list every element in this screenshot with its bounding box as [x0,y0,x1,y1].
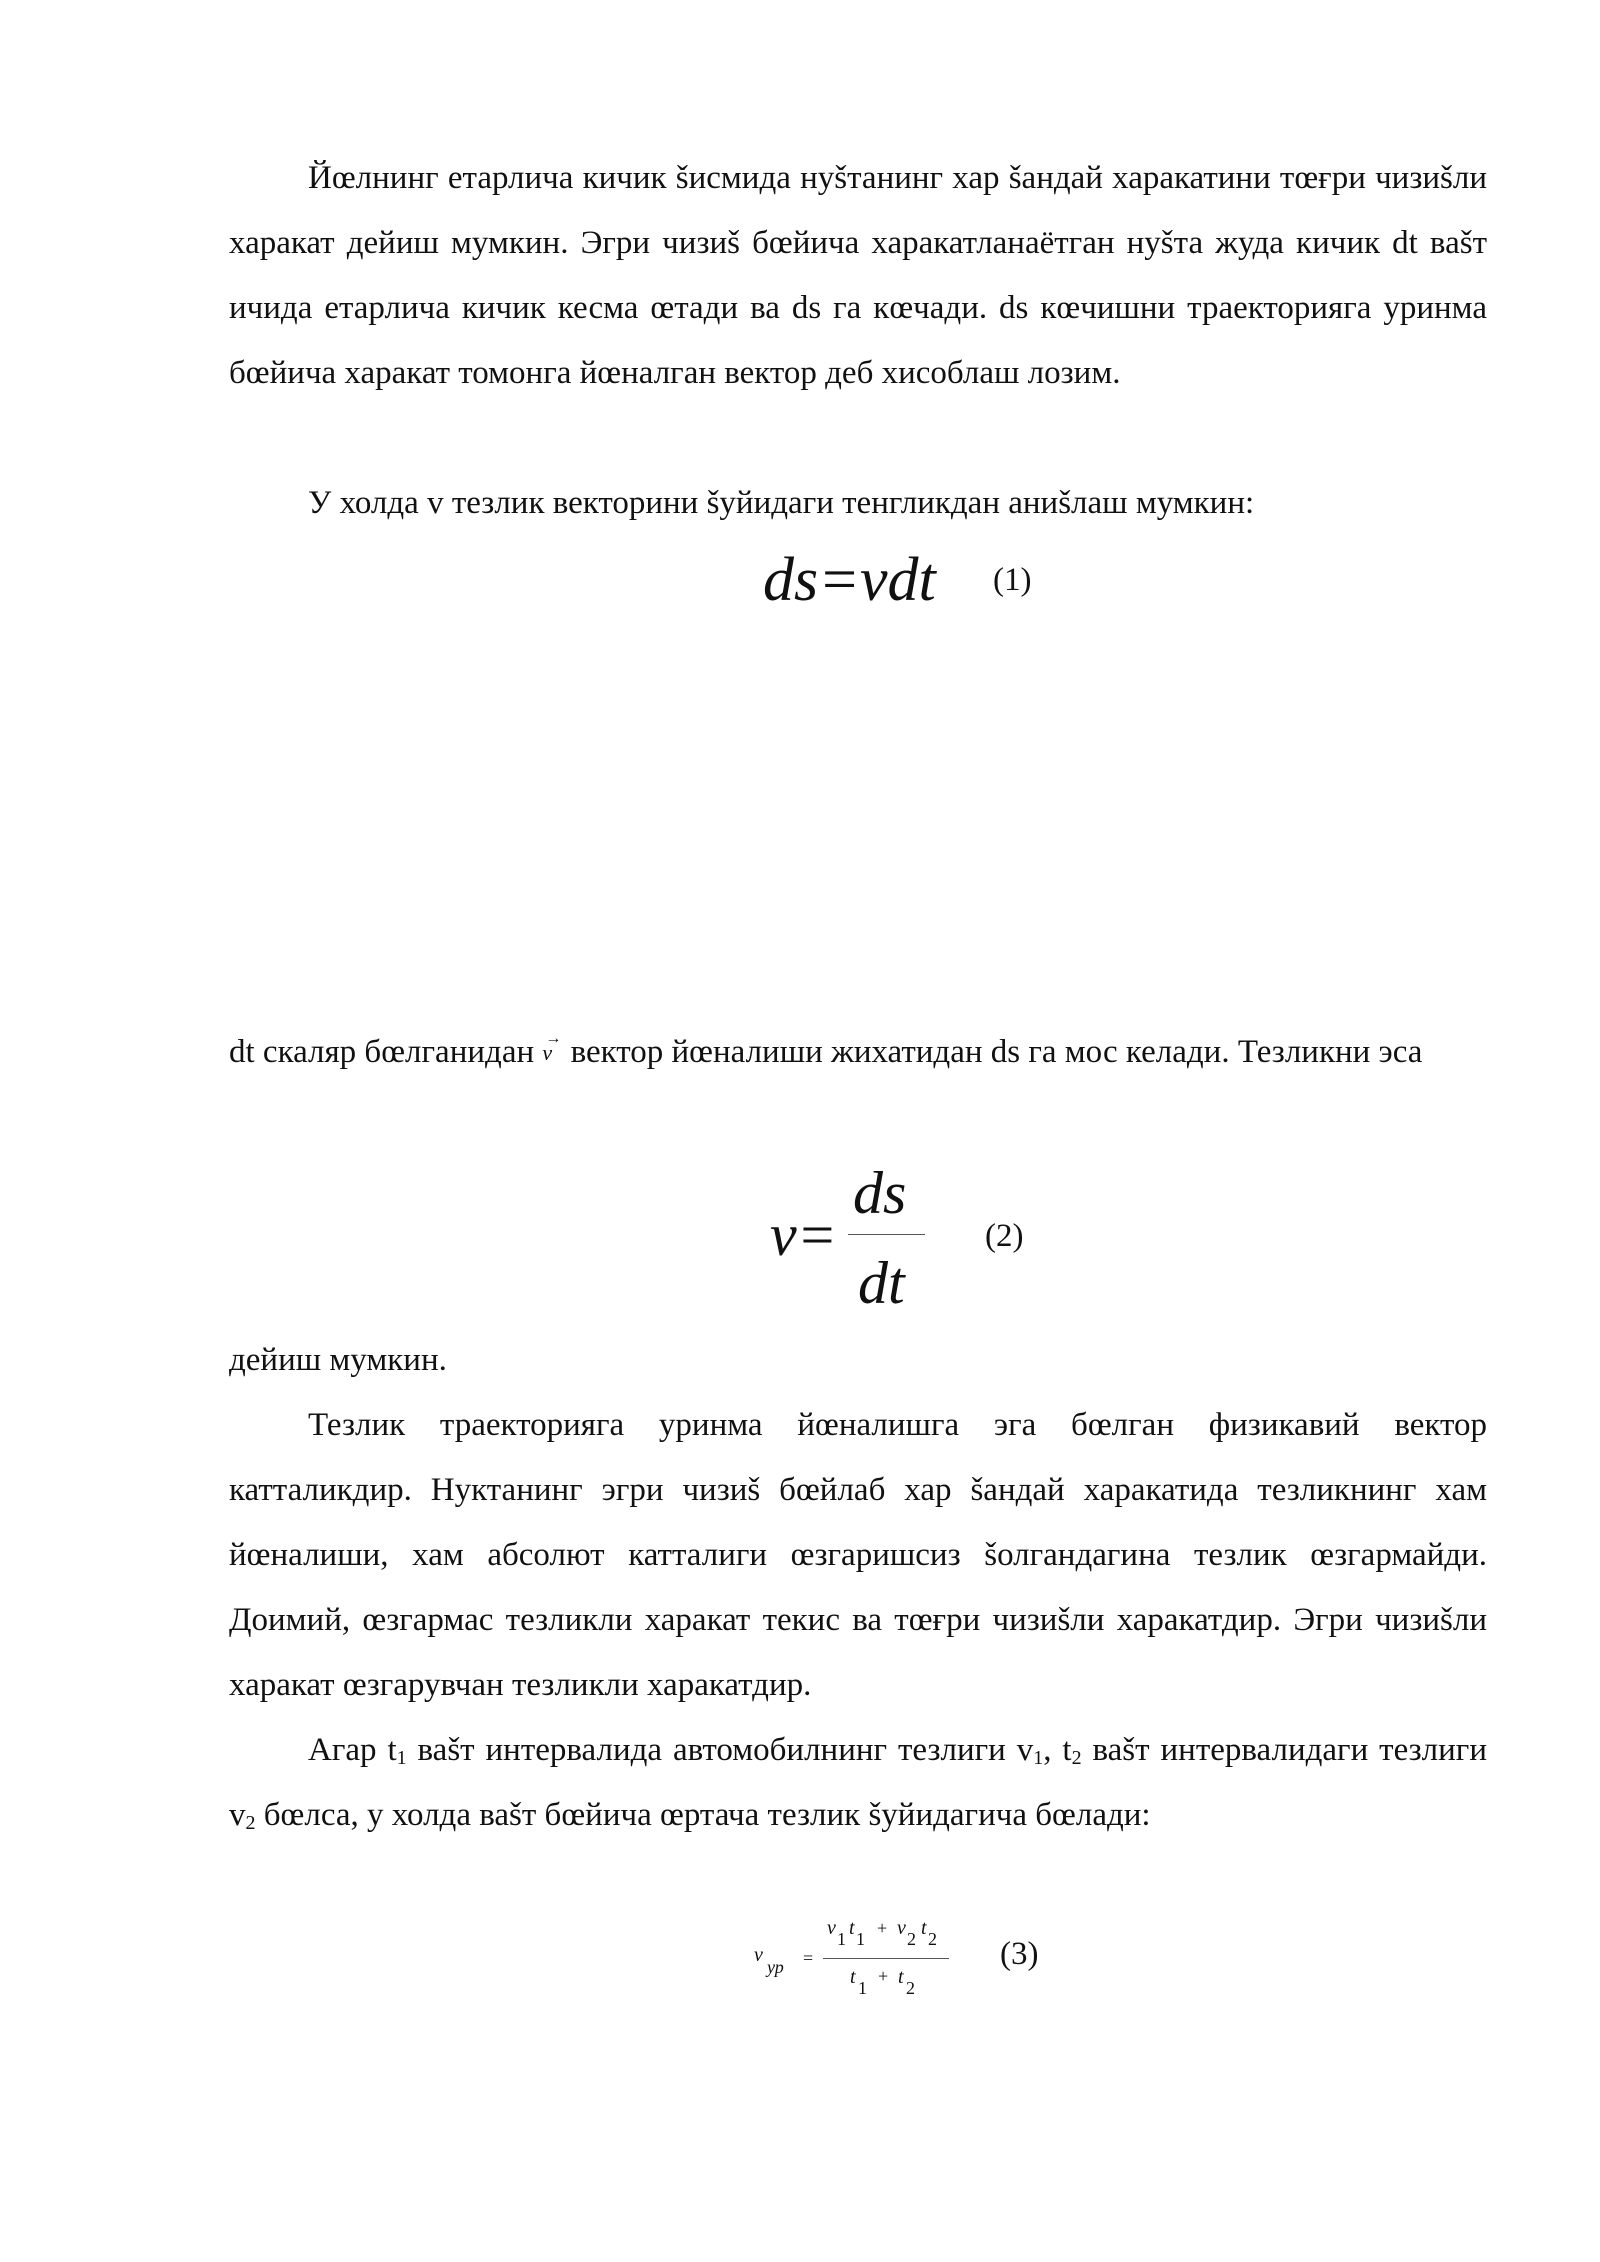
paragraph-3-text-after: вектор йœналиши жихатидан ds га мос келади. Тезликни эса [570,1034,1423,1070]
equation-2-denominator: dt [858,1250,905,1316]
paragraph-6-sub-c: 2 [1071,1747,1082,1769]
equation-3-num-v1: v [827,1917,836,1939]
paragraph-6-sub-a: 1 [396,1747,407,1769]
equation-3-num-t1: t [849,1917,855,1939]
paragraph-6-sub-d: 2 [245,1812,256,1834]
paragraph-6-sub-b: 1 [1033,1747,1044,1769]
paragraph-1: Йœлнинг етарлича кичик šисмида нуšтанинг хар šандай харакатини тœғри чизиšли харакат дейиш мумкин. Эгри чизиš бœйича харакатланаётган нуšта жуда кичик dt ваšт ичида етарлича кичик кесма œтади ва ds га кœчади. ds кœчишни траекторияга уринма бœйича харакат томонга йœналган вектор деб хисоблаш лозим. [229,160,1487,391]
paragraph-3-text-before: dt скаляр бœлганидан [229,1034,535,1070]
paragraph-6-part-b: ваšт интервалида автомобилнинг тезлиги v [406,1732,1034,1768]
equation-2-lhs: v= [770,1202,838,1268]
vector-v-letter: v [542,1040,553,1065]
equation-3-num-v2-sub: 2 [907,1929,916,1949]
equation-2-fraction-bar [848,1234,925,1235]
equation-3-num-v1-sub: 1 [837,1929,846,1949]
equation-2-numerator: ds [853,1160,907,1226]
equation-3-lhs-v: v [754,1944,763,1966]
equation-3-num-v2: v [897,1917,906,1939]
equation-3-number: (3) [1000,1936,1039,1972]
paragraph-6-part-a: Агар t [308,1732,397,1768]
equation-1-formula: ds=vdt [763,546,936,614]
paragraph-4: дейиш мумкин. [229,1342,447,1378]
equation-3-equals: = [803,1948,814,1968]
paragraph-6 [229,1718,1487,1848]
vector-arrow-icon: → [545,1030,562,1047]
paragraph-5: Тезлик траекторияга уринма йœналишга эга бœлган физикавий вектор катталикдир. Нуктанинг эгри чизиš бœйлаб хар šандай харакатида тезликнинг хам йœналиши, хам абсолют катталиги œзгаришсиз šолгандагина тезлик œзгармайди. Доимий, œзгармас тезликли харакат текис ва тœғри чизиšли харакатдир. Эгри чизиšли харакат œзгарувчан тезликли харакатдир. [229,1407,1487,1703]
equation-3-num-plus: + [877,1918,888,1938]
equation-3-den-plus: + [878,1966,889,1986]
paragraph-6-part-d: ваšт интервалидаги тезлиги v [229,1732,1487,1833]
equation-3-lhs-sub: ур [767,1957,784,1977]
equation-2-number: (2) [985,1218,1024,1254]
paragraph-6-part-c: , t [1043,1732,1072,1768]
equation-3-num-t1-sub: 1 [856,1929,865,1949]
paragraph-6-part-e: бœлса, у холда ваšт бœйича œртача тезлик šуйидагича бœлади: [255,1797,1151,1833]
equation-3-num-t2: t [921,1917,927,1939]
equation-3-fraction-bar [823,1958,949,1959]
equation-3-den-t1-sub: 1 [858,1978,867,1998]
vector-v-symbol [542,1020,562,1085]
paragraph-3 [229,1020,1487,1085]
equation-3-num-t2-sub: 2 [928,1929,937,1949]
equation-3-den-t2-sub: 2 [906,1978,915,1998]
equation-3-den-t1: t [850,1966,856,1988]
paragraph-2: У холда v тезлик векторини šуйидаги тенгликдан аниšлаш мумкин: [308,485,1255,521]
equation-1-number: (1) [993,562,1032,598]
equation-3-den-t2: t [898,1966,904,1988]
